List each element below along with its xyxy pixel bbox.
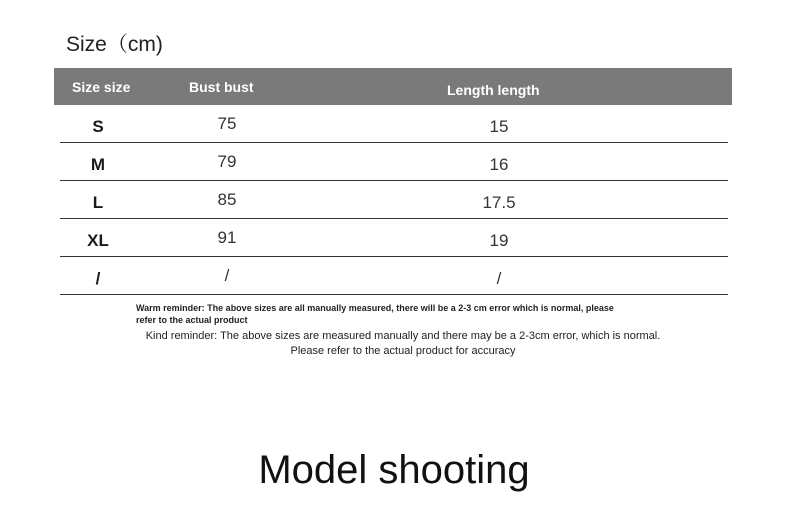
cell-length: 16 <box>489 155 509 174</box>
kind-reminder <box>0 329 790 359</box>
section-title: Model shooting <box>258 448 530 492</box>
cell-size: S <box>92 117 104 136</box>
cell-bust: 75 <box>217 114 237 133</box>
cell-size: XL <box>87 231 109 250</box>
cell-bust: 85 <box>217 190 237 209</box>
cell-size: L <box>92 193 104 212</box>
warm-reminder-line: Warm reminder: The above sizes are all manually measured, there will be a 2-3 cm error which is normal, please <box>136 303 614 313</box>
warm-reminder <box>136 302 676 326</box>
cell-length: 17.5 <box>482 193 516 212</box>
table-header <box>54 68 732 105</box>
header-size: Size size <box>72 79 131 95</box>
table-row <box>60 105 728 143</box>
kind-reminder-line: Kind reminder: The above sizes are measured manually and there may be a 2-3cm error, which is normal. <box>145 330 661 342</box>
table-row <box>60 181 728 219</box>
cell-bust: 79 <box>217 152 237 171</box>
table-row <box>60 257 728 295</box>
page-title: Size（cm) <box>66 33 163 56</box>
cell-length: / <box>496 269 502 288</box>
kind-reminder-line: Please refer to the actual product for accuracy <box>290 345 516 357</box>
warm-reminder-line: refer to the actual product <box>136 315 248 325</box>
cell-bust: 91 <box>217 228 237 247</box>
cell-bust: / <box>224 266 230 285</box>
table-row <box>60 219 728 257</box>
header-bust: Bust bust <box>189 79 254 95</box>
table-row <box>60 143 728 181</box>
cell-size: / <box>95 269 101 288</box>
cell-length: 19 <box>489 231 509 250</box>
cell-size: M <box>90 155 106 174</box>
header-length: Length length <box>447 82 540 98</box>
cell-length: 15 <box>489 117 509 136</box>
